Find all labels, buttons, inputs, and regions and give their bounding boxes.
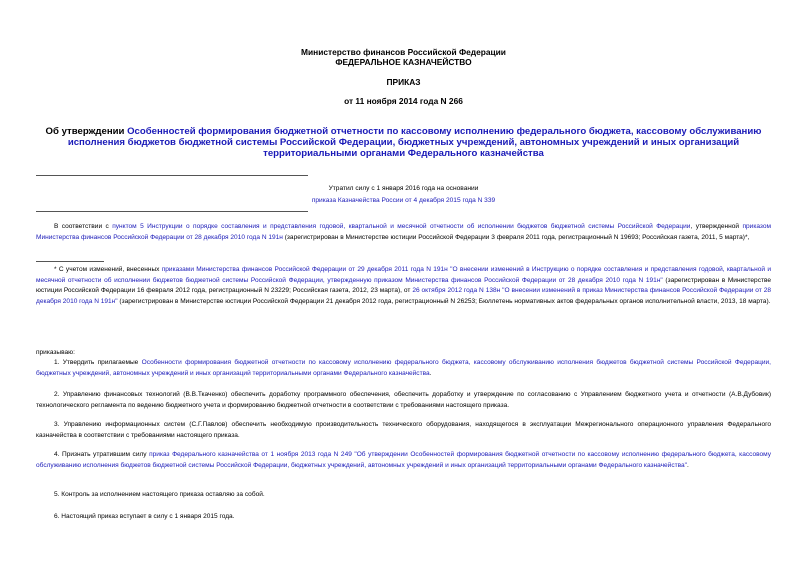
- status-note-link[interactable]: приказа Казначейства России от 4 декабря 2015 года N 339: [311, 197, 496, 204]
- order-word: приказываю:: [36, 349, 75, 356]
- document-type: ПРИКАЗ: [386, 77, 421, 87]
- item-1: [36, 358, 771, 379]
- ministry-heading: Министерство финансов Российской Федерации: [301, 47, 506, 57]
- document-date-number: от 11 ноября 2014 года N 266: [344, 96, 463, 106]
- item-2: 2. Управлению финансовых технологий (В.В.Ткаченко) обеспечить доработку программного обеспечения, обеспечить доработку и утверждение по согласованию с Управлением бюджетного учета и отчетности (А.В.Дубовик) технологического регламента по ведению бюджетного учета и формированию бюджетной отчетности в соответствии с требованиями настоящего приказа.: [36, 391, 771, 409]
- item-1-end: .: [429, 369, 432, 377]
- treasury-heading: ФЕДЕРАЛЬНОЕ КАЗНАЧЕЙСТВО: [335, 57, 472, 67]
- footnote-text-1: * С учетом изменений, внесенных: [54, 266, 162, 273]
- item-4-text: 4. Признать утратившим силу: [54, 451, 150, 458]
- preamble-text-3: (зарегистрирован в Министерстве юстиции Российской Федерации 3 февраля 2011 года, регистрационный N 19693; Российская газета, 2011, 5 марта)*,: [282, 233, 750, 241]
- item-4: [36, 450, 771, 471]
- divider-bottom: [36, 211, 308, 212]
- preamble-text-1: В соответствии с: [54, 223, 113, 230]
- preamble-text-2: , утвержденной: [690, 223, 743, 230]
- preamble-link-order[interactable]: приказом Министерства финансов Российской Федерации от 28 декабря 2010 года N 191н: [36, 223, 771, 241]
- footnote-text-3: (зарегистрирован в Министерстве юстиции Российской Федерации 21 декабря 2012 года, регистрационный N 26253; Бюллетень нормативных актов федеральных органов исполнительной власти, 2013, 18 марта).: [117, 297, 771, 305]
- item-1-link[interactable]: Особенности формирования бюджетной отчетности по кассовому исполнению федерального бюджета, кассовому обслуживанию исполнения бюджетов бюджетной системы Российской Федерации, бюджетных учреждений, автономных учреждений и иных организаций территориальными органами Федерального казначейства: [36, 359, 771, 377]
- item-1-text: 1. Утвердить прилагаемые: [54, 359, 142, 366]
- item-4-end: .: [686, 461, 689, 469]
- footnote-text-2: (зарегистрирован в Министерстве юстиции Российской Федерации 16 февраля 2012 года, регистрационный N 23229; Российская газета, 2012, 23 марта), от: [36, 276, 772, 295]
- divider-top: [36, 175, 308, 176]
- footnote-paragraph: [36, 265, 771, 307]
- item-3: 3. Управлению информационных систем (С.Г.Павлов) обеспечить необходимую производительность технического оборудования, находящегося в эксплуатации Межрегионального операционного управления Федерального казначейства в соответствии с требованиями настоящего приказа.: [36, 421, 771, 439]
- item-4-link[interactable]: приказ Федерального казначейства от 1 ноября 2013 года N 249 "Об утверждении Особенностей формирования бюджетной отчетности по кассовому исполнению федерального бюджета, кассовому обслуживанию исполнения бюджетов бюджетной системы Российской Федерации, бюджетных учреждений, автономных учреждений и иных организаций территориальными органами Федерального казначейства": [36, 451, 771, 469]
- footnote-divider: [36, 261, 104, 262]
- item-5: 5. Контроль за исполнением настоящего приказа оставляю за собой.: [54, 491, 265, 498]
- status-note-text: Утратил силу с 1 января 2016 года на основании: [328, 185, 479, 192]
- preamble-link-instruction[interactable]: пунктом 5 Инструкции о порядке составления и представления годовой, квартальной и месячной отчетности об исполнении бюджетов бюджетной системы Российской Федерации: [112, 223, 691, 230]
- title-prefix: Об утверждении: [45, 126, 128, 137]
- title-link[interactable]: Особенностей формирования бюджетной отчетности по кассовому исполнению федерального бюджета, кассовому обслуживанию исполнения бюджетов бюджетной системы Российской Федерации, бюджетных учреждений, автономных учреждений и иных организаций территориальными органами Федерального казначейства: [67, 126, 762, 160]
- preamble-paragraph: [36, 222, 771, 243]
- footnote-link-1[interactable]: приказами Министерства финансов Российской Федерации от 29 декабря 2011 года N 191н "О внесении изменений в Инструкцию о порядке составления и представления годовой, квартальной и месячной отчетности об исполнении бюджетов бюджетной системы Российской Федерации, утвержденную приказом Министерства финансов Российской Федерации от 28 декабря 2010 года N 191н": [36, 266, 771, 284]
- document-title: [36, 126, 771, 160]
- footnote-link-2[interactable]: 26 октября 2012 года N 138н "О внесении изменений в приказ Министерства финансов Российской Федерации от 28 декабря 2010 года N 191н": [36, 287, 772, 305]
- item-6: 6. Настоящий приказ вступает в силу с 1 января 2015 года.: [54, 513, 235, 520]
